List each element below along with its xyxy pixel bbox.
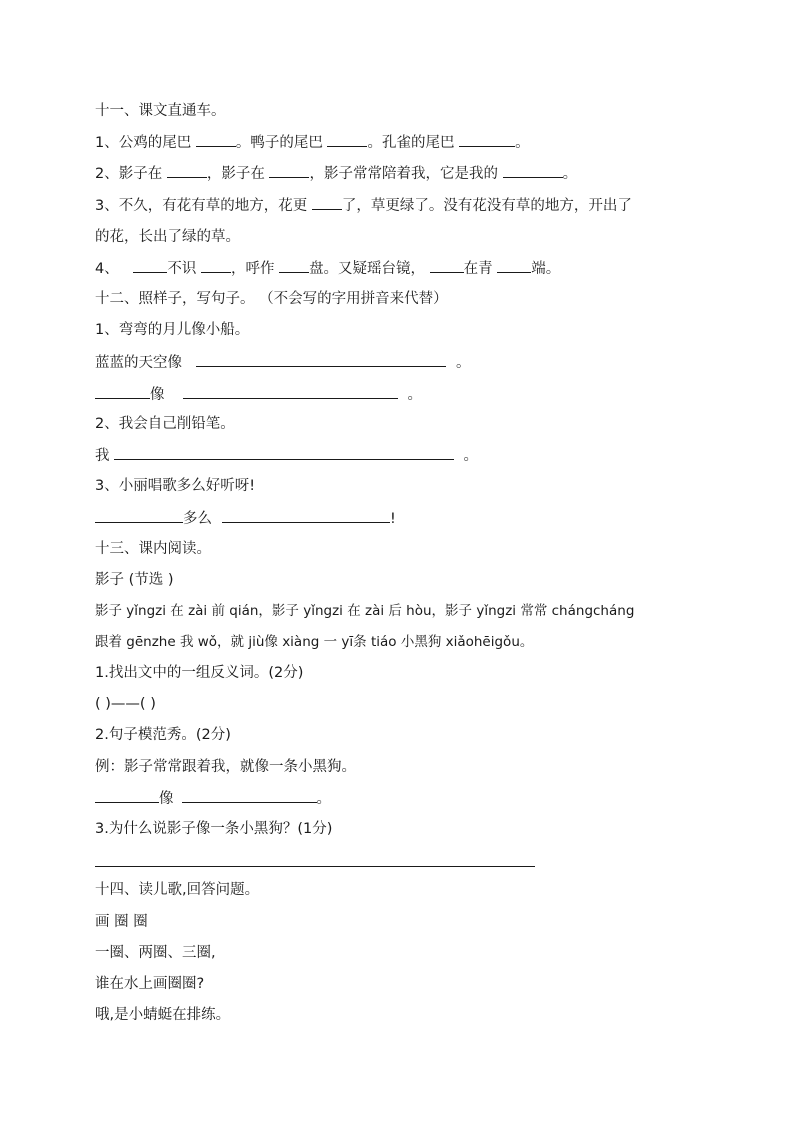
answer-line[interactable] — [222, 508, 390, 523]
answer-blank[interactable] — [167, 163, 207, 178]
answer-blank[interactable] — [95, 788, 159, 803]
section-14-title: 十四、读儿歌,回答问题。 — [95, 882, 260, 898]
exercise-12-3: 多么 ! — [95, 508, 396, 529]
reading-q1: 1.找出文中的一组反义词。(2分) — [95, 665, 304, 681]
exercise-12-1b: 像 。 — [95, 384, 422, 405]
answer-blank[interactable] — [133, 258, 167, 273]
answer-line[interactable] — [196, 352, 446, 367]
answer-line[interactable] — [114, 445, 454, 460]
answer-blank[interactable] — [269, 163, 309, 178]
passage-title: 影子 (节选 ) — [95, 572, 174, 588]
question-11-3-cont: 的花，长出了绿的草。 — [95, 229, 240, 245]
question-11-4: 4、 不识 ，呼作 盘。又疑瑶台镜， 在青 端。 — [95, 258, 560, 279]
poem-line-3: 哦,是小蜻蜓在排练。 — [95, 1007, 231, 1023]
answer-blank[interactable] — [95, 508, 183, 523]
reading-q3: 3.为什么说影子像一条小黑狗？(1分) — [95, 821, 333, 837]
passage-line-1: 影子 yǐngzi 在 zài 前 qián，影子 yǐngzi 在 zài 后 hòu，影子 yǐngzi 常常 chángcháng — [95, 603, 635, 619]
example-12-1: 1、弯弯的月儿像小船。 — [95, 322, 250, 338]
section-13-title: 十三、课内阅读。 — [95, 541, 211, 557]
answer-blank[interactable] — [503, 163, 563, 178]
reading-q1-answer[interactable]: ( )——( ) — [95, 696, 156, 712]
answer-blank[interactable] — [430, 258, 464, 273]
answer-blank[interactable] — [196, 132, 236, 147]
answer-line[interactable] — [182, 788, 317, 803]
answer-blank[interactable] — [279, 258, 309, 273]
answer-blank[interactable] — [201, 258, 231, 273]
poem-line-2: 谁在水上画圈圈? — [95, 976, 205, 992]
question-11-1: 1、公鸡的尾巴 。鸭子的尾巴 。孔雀的尾巴 。 — [95, 132, 530, 153]
answer-blank[interactable] — [312, 195, 342, 210]
example-12-2: 2、我会自己削铅笔。 — [95, 416, 235, 432]
poem-title: 画 圈 圈 — [95, 914, 148, 930]
question-11-2: 2、影子在 ，影子在 ，影子常常陪着我，它是我的 。 — [95, 163, 577, 184]
answer-line-q3[interactable] — [95, 866, 535, 867]
section-12-title: 十二、照样子，写句子。 （不会写的字用拼音来代替） — [95, 291, 448, 307]
exercise-12-1a: 蓝蓝的天空像 。 — [95, 352, 471, 373]
answer-blank[interactable] — [95, 384, 150, 399]
reading-q2: 2.句子模范秀。(2分) — [95, 727, 231, 743]
answer-line[interactable] — [183, 384, 398, 399]
reading-q2-example: 例：影子常常跟着我，就像一条小黑狗。 — [95, 759, 356, 775]
answer-blank[interactable] — [497, 258, 531, 273]
reading-q2-answer: 像 。 — [95, 788, 331, 809]
answer-blank[interactable] — [459, 132, 515, 147]
section-11-title: 十一、课文直通车。 — [95, 103, 226, 119]
poem-line-1: 一圈、两圈、三圈, — [95, 945, 216, 961]
question-11-3: 3、不久，有花有草的地方，花更 了，草更绿了。没有花没有草的地方，开出了 — [95, 195, 632, 216]
example-12-3: 3、小丽唱歌多么好听呀! — [95, 478, 256, 494]
passage-line-2: 跟着 gēnzhe 我 wǒ，就 jiù像 xiàng 一 yī条 tiáo 小黑狗 xiǎohēigǒu。 — [95, 634, 534, 650]
answer-blank[interactable] — [327, 132, 367, 147]
exercise-12-2: 我 。 — [95, 445, 478, 466]
